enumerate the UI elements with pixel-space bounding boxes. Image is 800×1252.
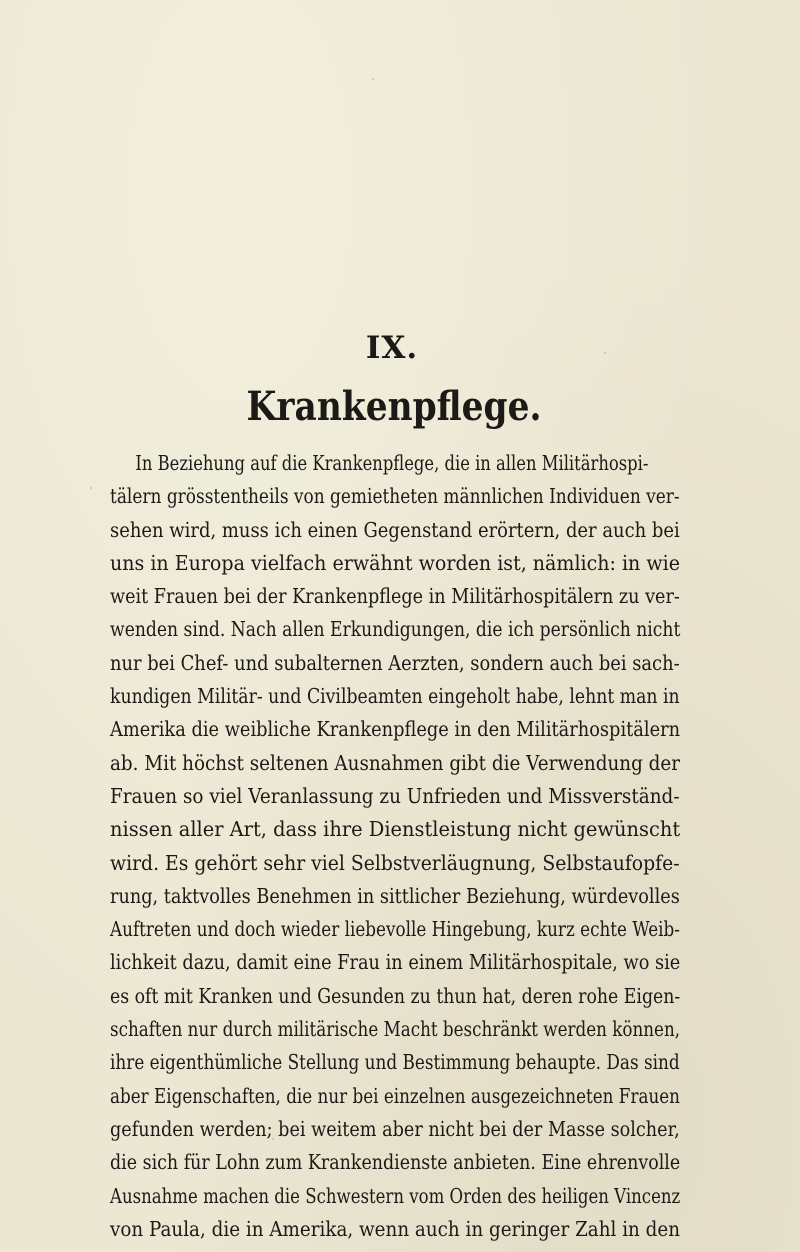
text-line: die sich für Lohn zum Krankendienste anbieten. Eine ehrenvolle — [110, 1150, 681, 1175]
text-line: ihre eigenthümliche Stellung und Bestimmung behaupte. Das sind — [110, 1050, 680, 1075]
text-line: uns in Europa vielfach erwähnt worden ist, nämlich: in wie — [110, 550, 680, 575]
text-line: rung, taktvolles Benehmen in sittlicher Beziehung, würdevolles — [110, 883, 680, 908]
paper-speck — [372, 78, 374, 80]
text-line: ab. Mit höchst seltenen Ausnahmen gibt die Verwendung der — [110, 750, 680, 775]
text-line: Auftreten und doch wieder liebevolle Hingebung, kurz echte Weib- — [110, 917, 680, 942]
text-line: nissen aller Art, dass ihre Dienstleistung nicht gewünscht — [110, 817, 681, 842]
text-line: von Paula, die in Amerika, wenn auch in geringer Zahl in den — [110, 1216, 681, 1241]
chapter-title: Krankenpflege. — [246, 383, 542, 430]
text-line: wird. Es gehört sehr viel Selbstverläugnung, Selbstaufopfe- — [110, 850, 680, 875]
text-line: Amerika die weibliche Krankenpflege in den Militärhospitälern — [110, 717, 681, 742]
text-line: wenden sind. Nach allen Erkundigungen, die ich persönlich nicht — [110, 617, 681, 642]
paper-speck — [272, 1138, 274, 1140]
body-paragraph — [110, 447, 680, 1246]
text-line: es oft mit Kranken und Gesunden zu thun hat, deren rohe Eigen- — [110, 983, 681, 1008]
text-line: Frauen so viel Veranlassung zu Unfrieden und Missverständ- — [110, 783, 680, 808]
text-line: gefunden werden; bei weitem aber nicht bei der Masse solcher, — [110, 1116, 680, 1141]
text-line: lichkeit dazu, damit eine Frau in einem Militärhospitale, wo sie — [110, 950, 681, 975]
text-line: tälern grösstentheils von gemietheten männlichen Individuen ver- — [110, 484, 680, 509]
text-line: In Beziehung auf die Krankenpflege, die in allen Militärhospi- — [135, 451, 649, 475]
text-line: Ausnahme machen die Schwestern vom Orden des heiligen Vincenz — [110, 1183, 681, 1208]
paper-speck — [90, 487, 92, 489]
text-line: schaften nur durch militärische Macht beschränkt werden können, — [110, 1017, 681, 1042]
text-line: kundigen Militär- und Civilbeamten eingeholt habe, lehnt man in — [110, 684, 680, 709]
paper-speck — [604, 352, 606, 354]
text-line: aber Eigenschaften, die nur bei einzelnen ausgezeichneten Frauen — [110, 1083, 680, 1108]
text-line: weit Frauen bei der Krankenpflege in Militärhospitälern zu ver- — [110, 584, 680, 609]
text-line: nur bei Chef- und subalternen Aerzten, sondern auch bei sach- — [110, 650, 680, 675]
text-line: sehen wird, muss ich einen Gegenstand erörtern, der auch bei — [110, 517, 680, 542]
chapter-number: IX. — [365, 330, 419, 366]
